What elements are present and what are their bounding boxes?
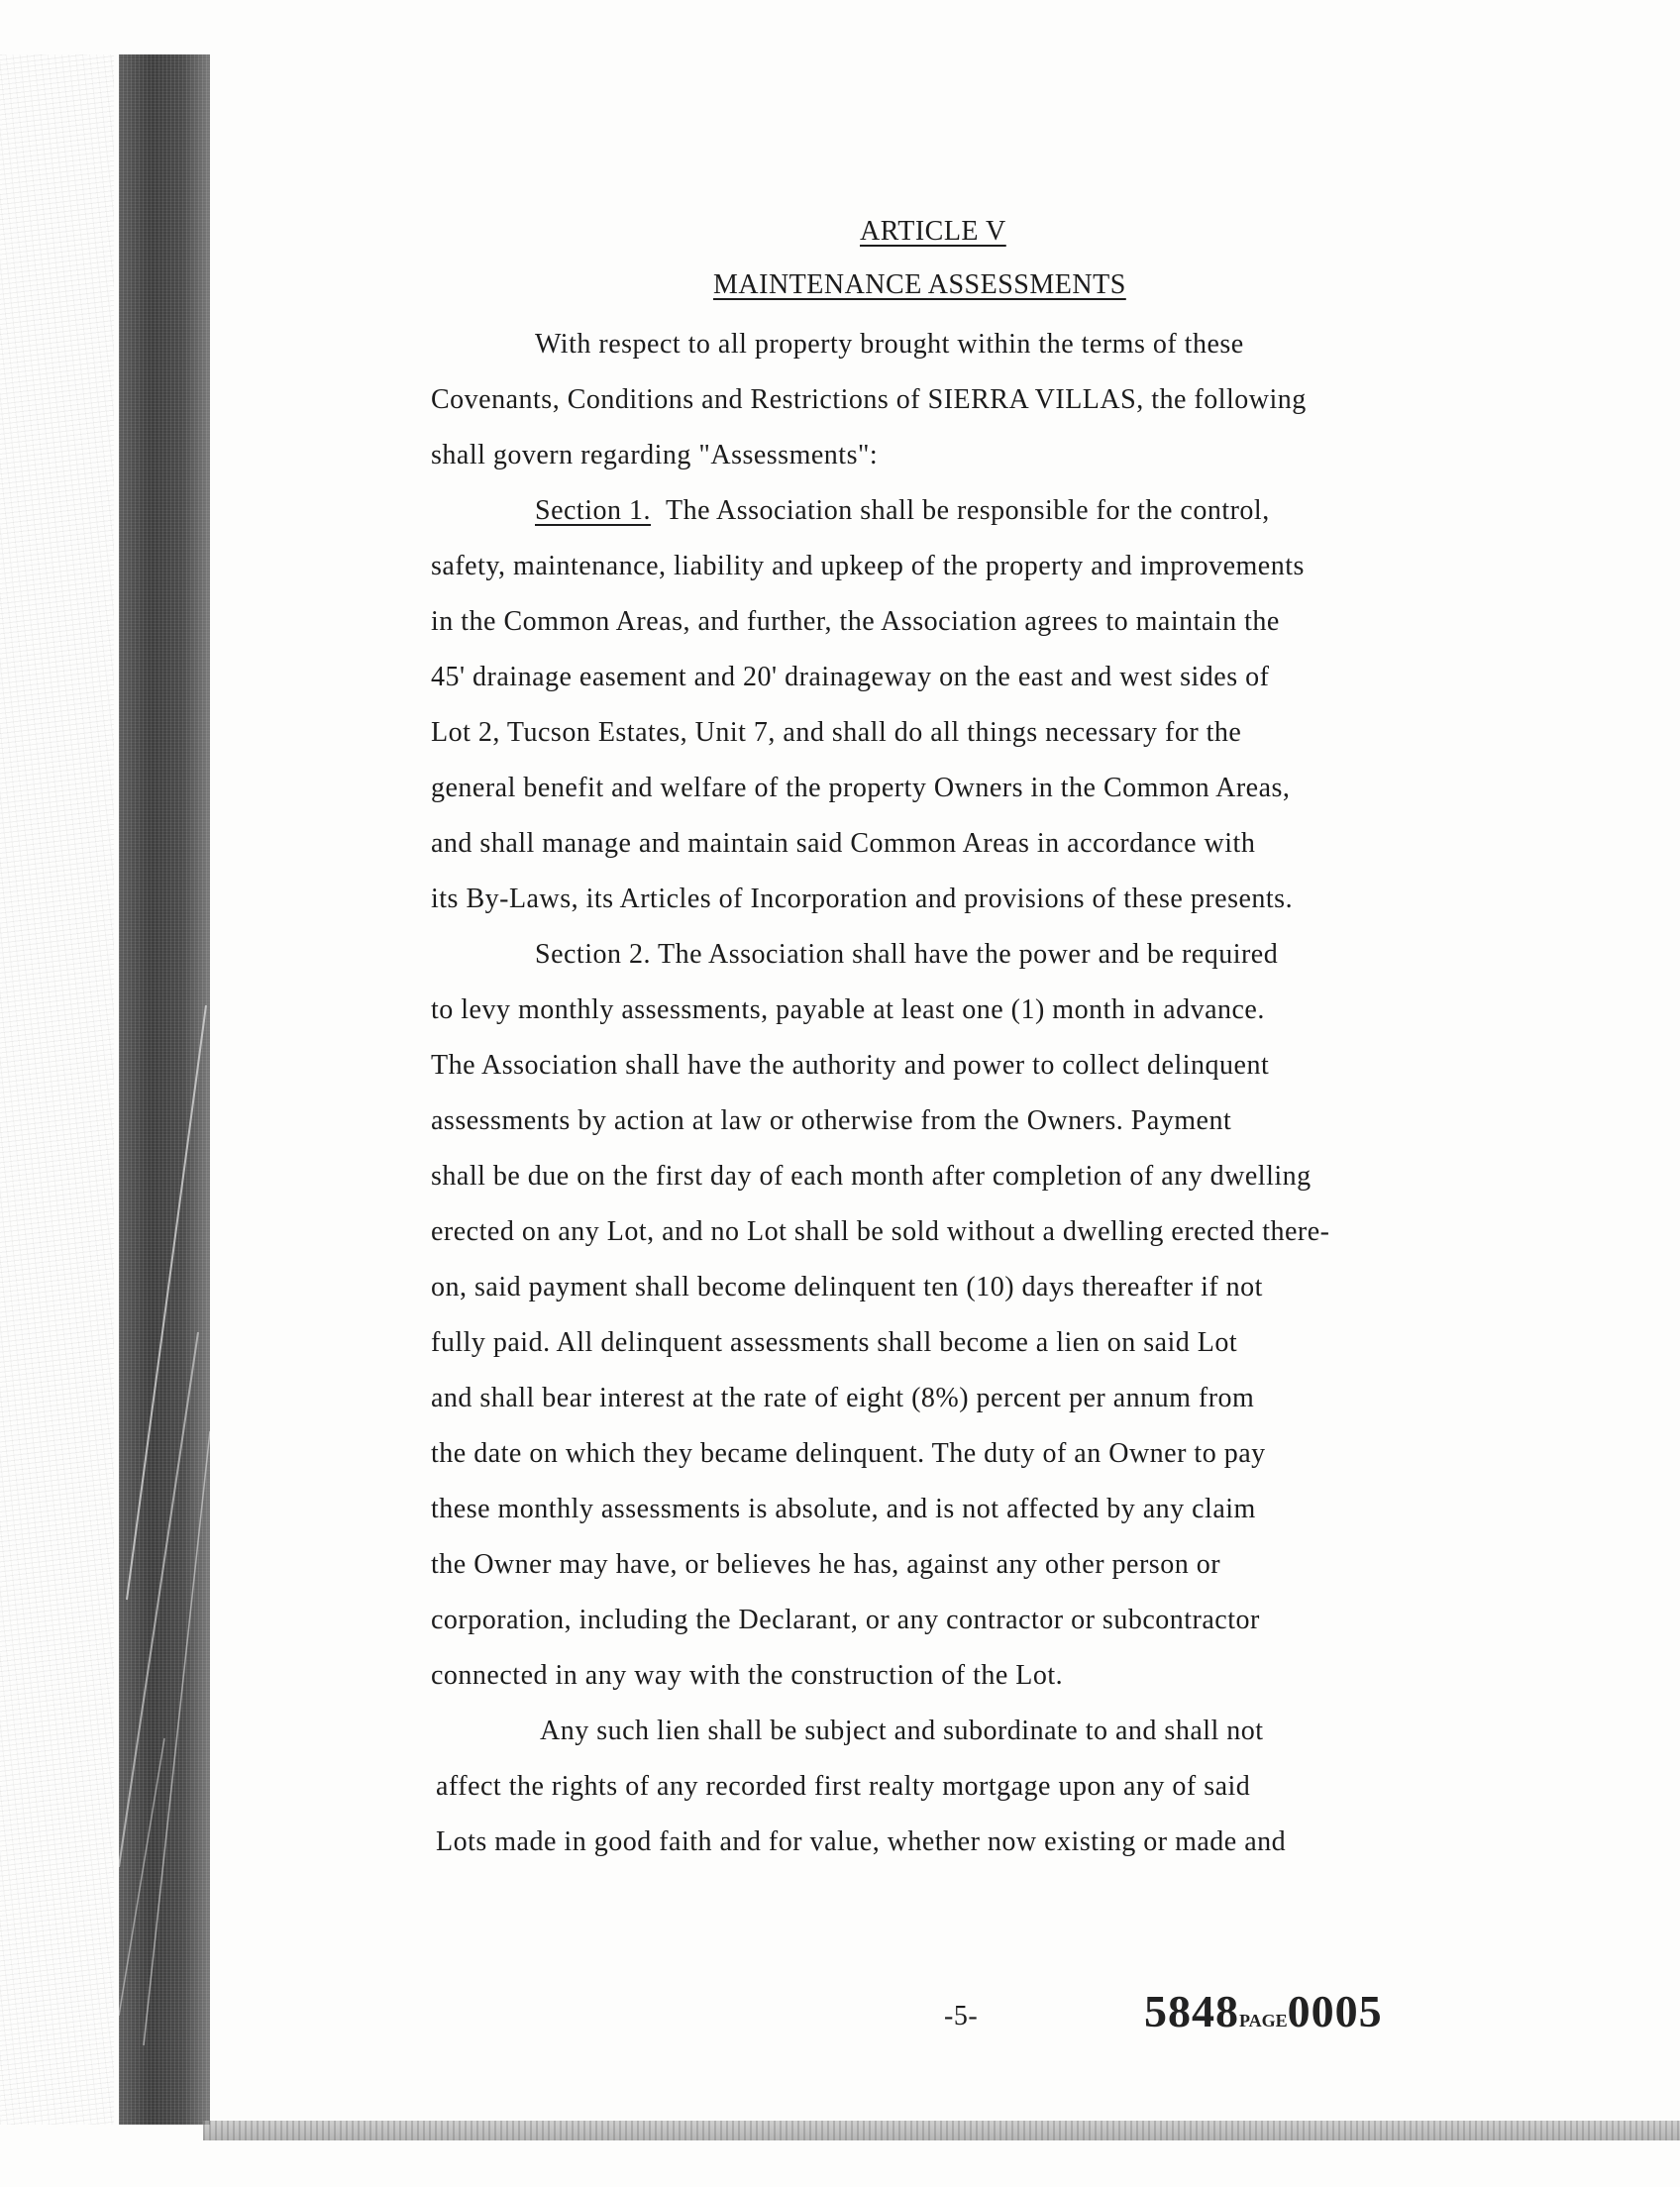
body-line: Lot 2, Tucson Estates, Unit 7, and shall do all things necessary for the	[431, 717, 1242, 748]
binding-strip	[119, 54, 210, 2125]
body-line: shall govern regarding "Assessments":	[431, 440, 879, 470]
docket-number: 5848	[1144, 1986, 1239, 2036]
body-line: safety, maintenance, liability and upkeep of the property and improvements	[431, 551, 1305, 581]
section-1-line	[535, 495, 1270, 527]
body-line: Covenants, Conditions and Restrictions of SIERRA VILLAS, the following	[431, 384, 1307, 415]
body-line: erected on any Lot, and no Lot shall be sold without a dwelling erected there-	[431, 1216, 1330, 1247]
page-word: PAGE	[1239, 2011, 1288, 2031]
body-line: on, said payment shall become delinquent ten (10) days thereafter if not	[431, 1272, 1263, 1302]
body-line: shall be due on the first day of each month after completion of any dwelling	[431, 1161, 1312, 1192]
body-line: the date on which they became delinquent. The duty of an Owner to pay	[431, 1438, 1266, 1469]
body-line: and shall manage and maintain said Common Areas in accordance with	[431, 828, 1256, 859]
body-line: and shall bear interest at the rate of eight (8%) percent per annum from	[431, 1383, 1255, 1413]
section-1-label: Section 1.	[535, 495, 651, 526]
body-line: With respect to all property brought within the terms of these	[535, 329, 1244, 360]
strip-scratch-marks	[119, 54, 210, 2125]
body-line: The Association shall have the authority and power to collect delinquent	[431, 1050, 1270, 1081]
scan-edge-noise	[0, 54, 114, 2125]
body-line: in the Common Areas, and further, the Association agrees to maintain the	[431, 606, 1280, 637]
body-line: 45' drainage easement and 20' drainageway on the east and west sides of	[431, 662, 1270, 692]
body-line: corporation, including the Declarant, or any contractor or subcontractor	[431, 1605, 1260, 1635]
body-line: affect the rights of any recorded first realty mortgage upon any of said	[436, 1771, 1251, 1802]
article-subtitle: MAINTENANCE ASSESSMENTS	[713, 269, 1126, 300]
body-line: general benefit and welfare of the property Owners in the Common Areas,	[431, 773, 1291, 803]
body-line: its By-Laws, its Articles of Incorporation and provisions of these presents.	[431, 884, 1294, 914]
recording-stamp	[1144, 1985, 1383, 2037]
body-line: to levy monthly assessments, payable at least one (1) month in advance.	[431, 994, 1265, 1025]
body-line: Lots made in good faith and for value, whether now existing or made and	[436, 1826, 1287, 1857]
article-title: ARTICLE V	[860, 216, 1006, 247]
body-line: Any such lien shall be subject and subordinate to and shall not	[540, 1716, 1264, 1746]
page-reference: 0005	[1287, 1986, 1383, 2036]
body-line: the Owner may have, or believes he has, against any other person or	[431, 1549, 1221, 1580]
body-line: assessments by action at law or otherwise from the Owners. Payment	[431, 1105, 1232, 1136]
body-line: these monthly assessments is absolute, and is not affected by any claim	[431, 1494, 1256, 1524]
body-line: connected in any way with the construction of the Lot.	[431, 1660, 1064, 1691]
bottom-scan-edge	[203, 2121, 1680, 2140]
body-line: fully paid. All delinquent assessments shall become a lien on said Lot	[431, 1327, 1238, 1358]
page-number: -5-	[944, 2001, 979, 2031]
body-line: Section 2. The Association shall have the power and be required	[535, 939, 1279, 970]
body-line: The Association shall be responsible for the control,	[666, 495, 1270, 526]
